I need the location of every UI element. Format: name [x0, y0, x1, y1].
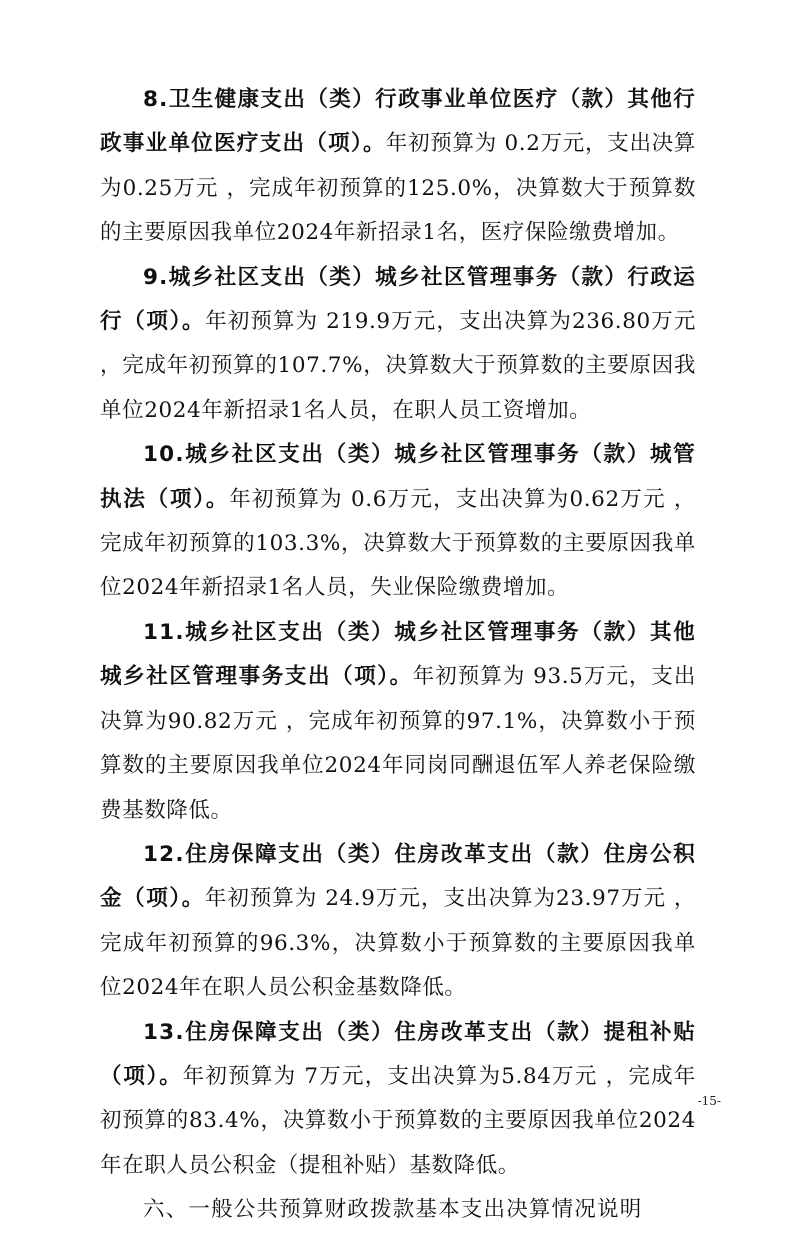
paragraph-body: 年初预算为 0.6万元，支出决算为0.62万元 ，完成年初预算的103.3%，决算数大于预算数的主要原因我单位2024年新招录1名人员，失业保险缴费增加。 [100, 486, 697, 601]
paragraph-item-9 [100, 256, 696, 434]
paragraph-body: 年初预算为 219.9万元，支出决算为236.80万元 ，完成年初预算的107.7%，决算数大于预算数的主要原因我单位2024年新招录1名人员，在职人员工资增加。 [100, 309, 696, 423]
section-heading: 六、一般公共预算财政拨款基本支出决算情况说明 [143, 1197, 643, 1223]
paragraph-heading: 13.住房保障支出（类）住房改革支出（款）提租补贴（项）。 [100, 1019, 696, 1089]
paragraph-item-8 [100, 78, 696, 256]
paragraph-body: 年初预算为 7万元，支出决算为5.84万元 ，完成年初预算的83.4%，决算数小于预算数的主要原因我单位2024年在职人员公积金（提租补贴）基数降低。 [100, 1063, 696, 1178]
paragraph-body: 年初预算为 24.9万元，支出决算为23.97万元 ，完成年初预算的96.3%，决算数小于预算数的主要原因我单位2024年在职人员公积金基数降低。 [100, 886, 696, 1001]
page-number: -15- [697, 1094, 721, 1108]
paragraph-body: 年初预算为 0.2万元，支出决算为0.25万元 ，完成年初预算的125.0%，决算数大于预算数的主要原因我单位2024年新招录1名，医疗保险缴费增加。 [100, 131, 696, 246]
paragraph-item-13 [100, 1011, 696, 1189]
paragraph-heading: 9.城乡社区支出（类）城乡社区管理事务（款）行政运行（项）。 [100, 264, 696, 335]
paragraph-body: 年初预算为 93.5万元，支出决算为90.82万元 ，完成年初预算的97.1%，决算数小于预算数的主要原因我单位2024年同岗同酬退伍军人养老保险缴费基数降低。 [100, 664, 696, 823]
paragraph-heading: 8.卫生健康支出（类）行政事业单位医疗（款）其他行政事业单位医疗支出（项）。 [100, 87, 696, 157]
paragraph-heading: 12.住房保障支出（类）住房改革支出（款）住房公积金（项）。 [100, 841, 696, 912]
paragraph-heading: 10.城乡社区支出（类）城乡社区管理事务（款）城管执法（项）。 [100, 442, 696, 512]
document-body [100, 78, 696, 1233]
paragraph-heading: 11.城乡社区支出（类）城乡社区管理事务（款）其他城乡社区管理事务支出（项）。 [100, 619, 696, 690]
paragraph-item-10 [100, 433, 696, 611]
paragraph-item-12 [100, 833, 696, 1011]
paragraph-item-11 [100, 611, 696, 833]
